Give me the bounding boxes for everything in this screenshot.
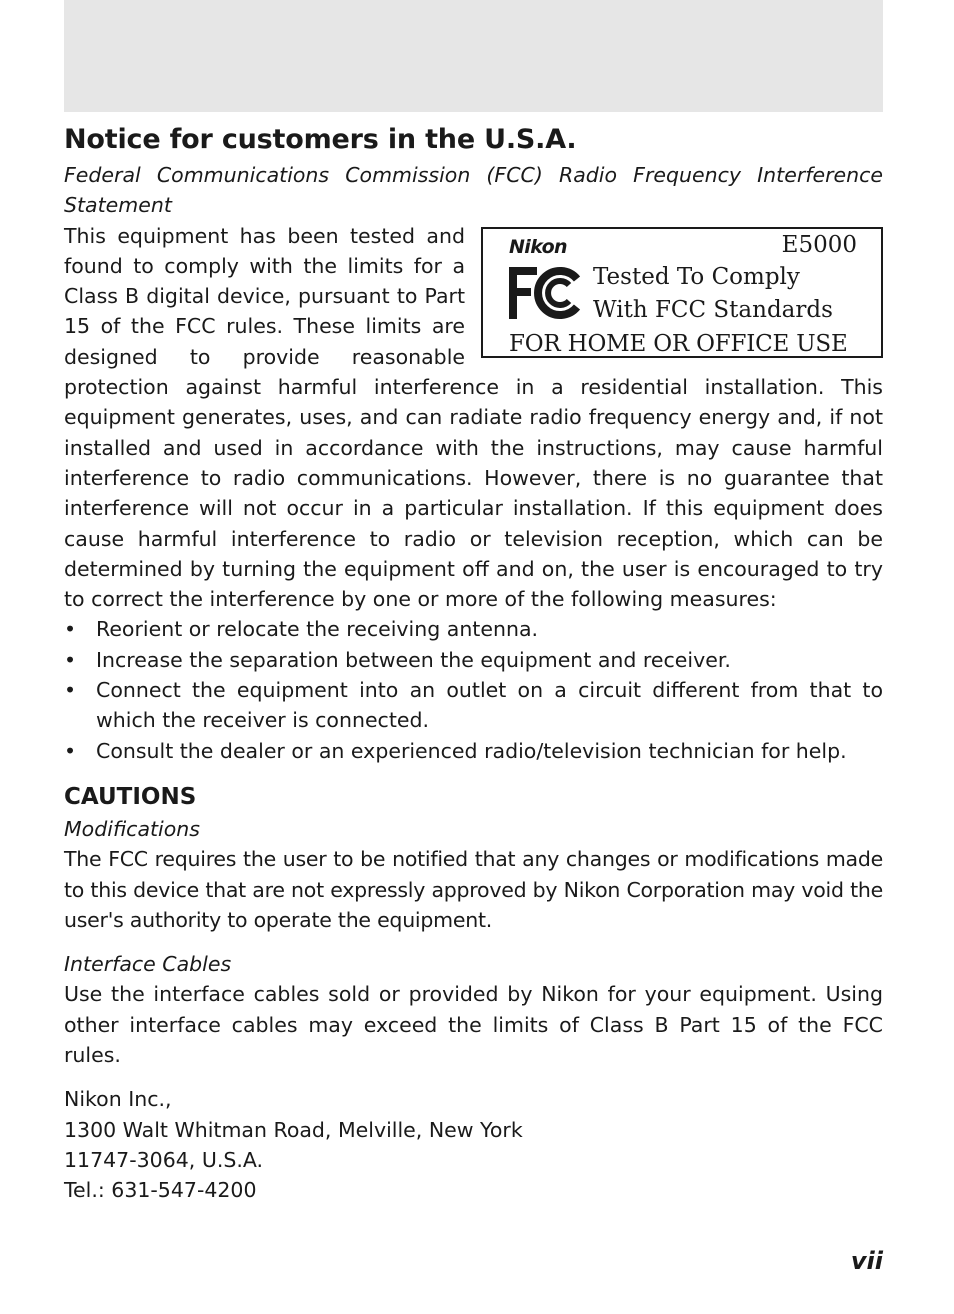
bullet-icon: •	[64, 738, 77, 763]
list-item	[64, 736, 883, 766]
list-item-text: Consult the dealer or an experienced radio/television technician for help.	[96, 738, 847, 763]
fcc-label-line-2: With FCC Standards	[593, 296, 833, 323]
fcc-label-line-1: Tested To Comply	[593, 263, 800, 290]
fcc-label-line-3: FOR HOME OR OFFICE USE	[509, 330, 848, 357]
header-band	[64, 0, 883, 112]
modifications-text: The FCC requires the user to be notified that any changes or modifications made to this device that are not expressly approved by Nikon Corporation may void the user's authority to operate the equipment.	[64, 847, 883, 932]
interface-cables-title: Interface Cables	[64, 952, 232, 977]
page-title: Notice for customers in the U.S.A.	[64, 124, 577, 155]
fcc-compliance-label	[481, 227, 883, 358]
bullet-icon: •	[64, 678, 77, 703]
list-item	[64, 645, 883, 675]
list-item-text: Connect the equipment into an outlet on a circuit different from that to which the receiver is connected.	[96, 678, 883, 733]
page-number: vii	[850, 1247, 883, 1275]
zip-code: 11747-3064, U.S.A.	[64, 1147, 264, 1172]
list-item	[64, 614, 883, 644]
model-number: E5000	[781, 231, 857, 258]
street-address: 1300 Walt Whitman Road, Melville, New York	[64, 1117, 523, 1142]
list-item-text: Reorient or relocate the receiving antenna.	[96, 617, 539, 642]
fcc-intro-paragraph: This equipment has been tested and found to comply with the limits for a Class B digital device, pursuant to Part 15 of the FCC rules. These limits are designed to provide reasonable protection against harmful interference in a residential installation. This equipment generates, uses, and can radiate radio frequency energy and, if not installed and used in accordance with the instructions, may cause harmful interference to radio communications. However, there is no guarantee that interference will not occur in a particular installation. If this equipment does cause harmful interference to radio or television reception, which can be determined by turning the equipment off and on, the user is encouraged to try to correct the interference by one or more of the following measures:	[64, 223, 883, 612]
fcc-logo-icon	[509, 265, 591, 321]
list-item-text: Increase the separation between the equipment and receiver.	[96, 647, 731, 672]
list-item	[64, 675, 883, 736]
bullet-icon: •	[64, 647, 77, 672]
company-address	[64, 1084, 883, 1205]
bullet-icon: •	[64, 617, 77, 642]
modifications-title: Modifications	[64, 816, 200, 841]
nikon-logo: Nikon	[509, 235, 567, 258]
measures-list	[64, 614, 883, 765]
page-content	[64, 120, 883, 1206]
telephone: Tel.: 631-547-4200	[64, 1178, 257, 1203]
cautions-heading: CAUTIONS	[64, 783, 197, 810]
interface-cables-text: Use the interface cables sold or provided by Nikon for your equipment. Using other interface cables may exceed the limits of Class B Part 15 of the FCC rules.	[64, 982, 883, 1068]
company-name: Nikon Inc.,	[64, 1087, 172, 1112]
fcc-statement-subtitle: Federal Communications Commission (FCC) Radio Frequency Interference Statement	[64, 163, 883, 218]
